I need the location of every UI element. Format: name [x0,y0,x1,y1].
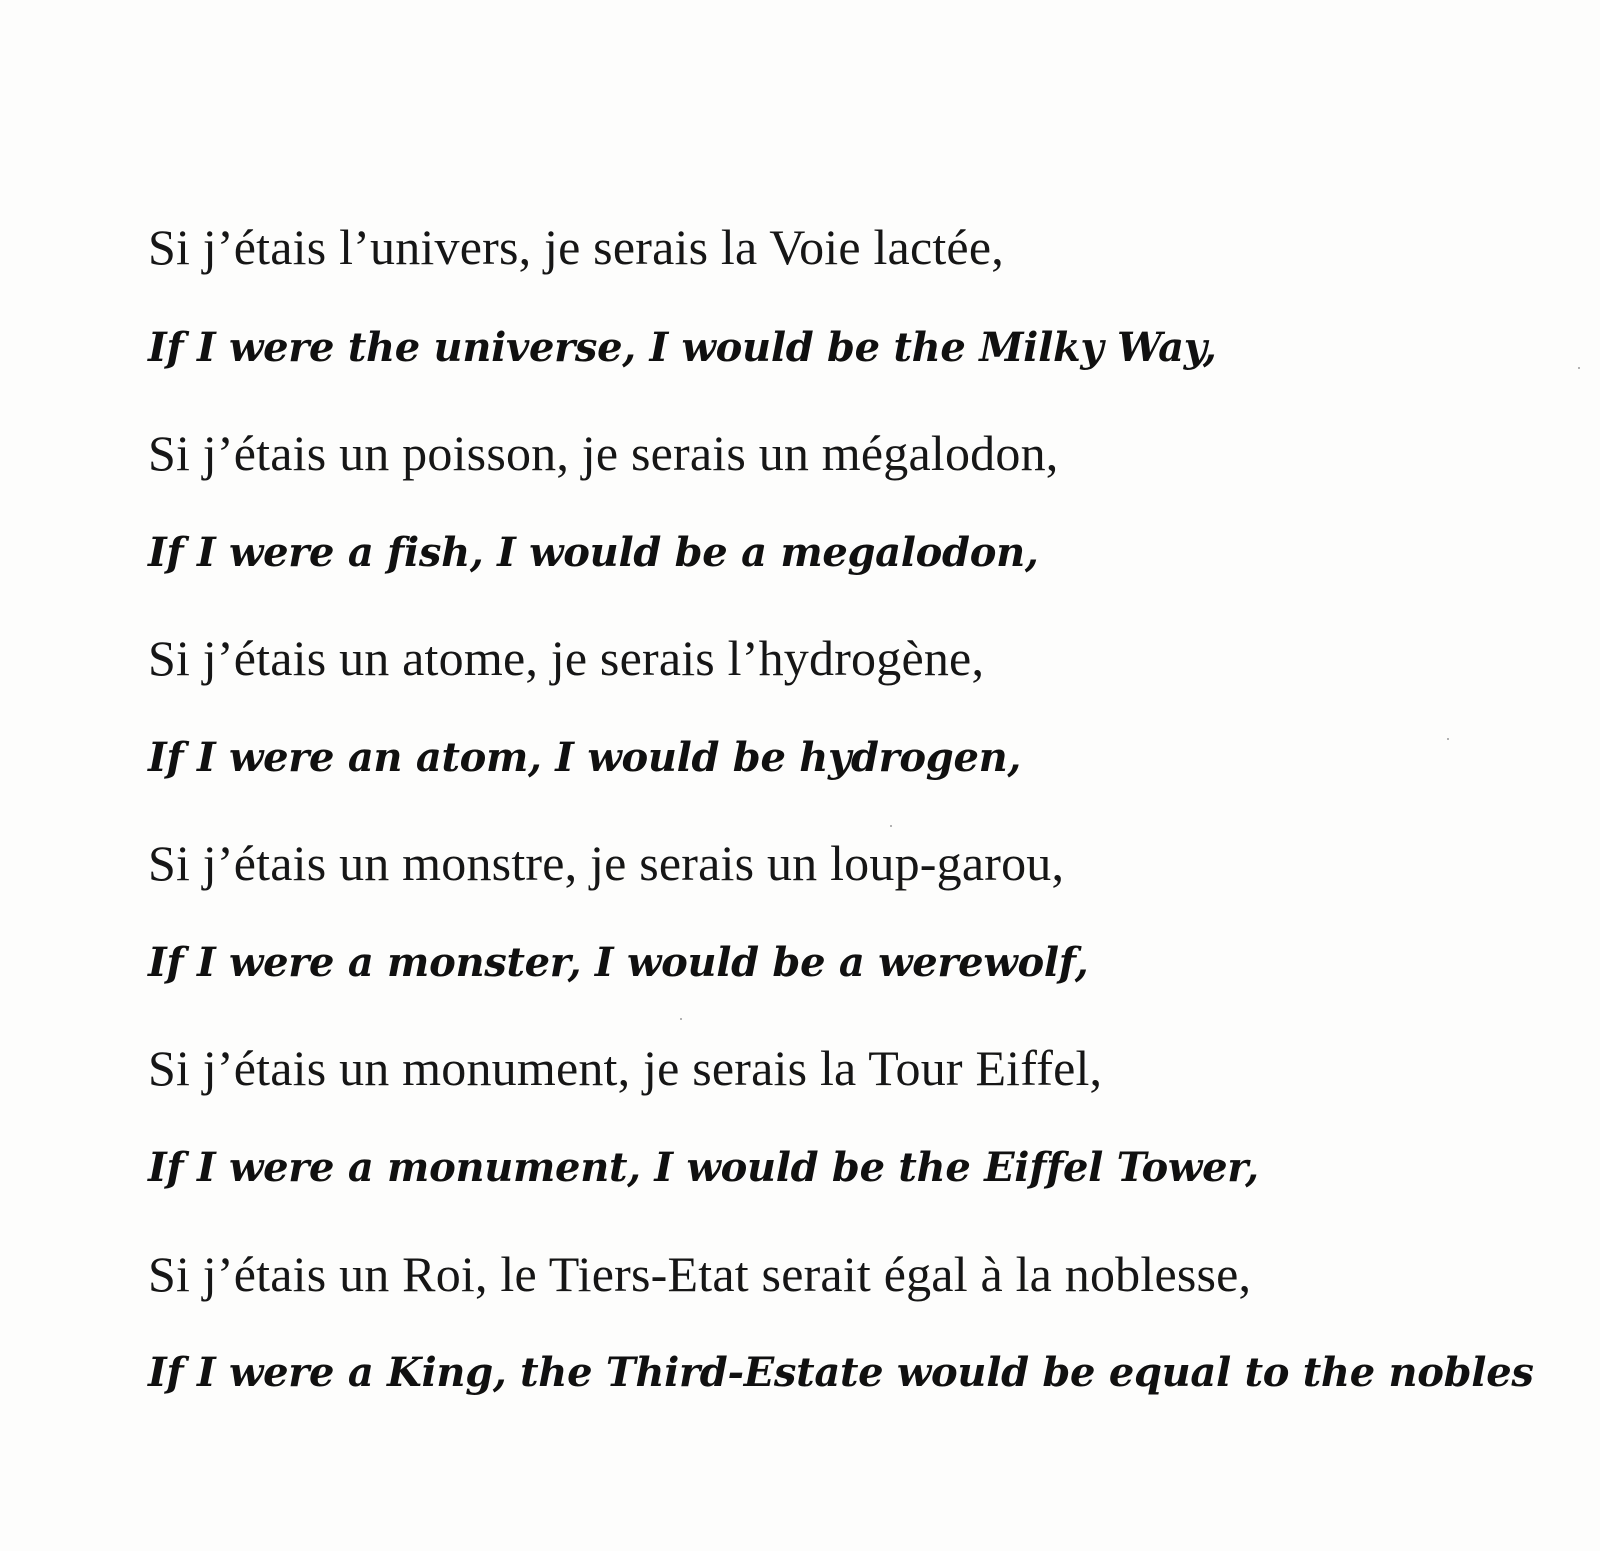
english-line-monument: If I were a monument, I would be the Eiffel Tower, [148,1144,1259,1191]
french-line-monument: Si j’étais un monument, je serais la Tour Eiffel, [148,1040,1103,1096]
english-line-fish: If I were a fish, I would be a megalodon, [148,529,1039,576]
english-line-universe: If I were the universe, I would be the Milky Way, [148,324,1217,371]
french-line-fish: Si j’étais un poisson, je serais un mégalodon, [148,425,1059,481]
french-line-universe: Si j’étais l’univers, je serais la Voie lactée, [148,219,1004,275]
english-line-king: If I were a King, the Third-Estate would be equal to the nobles [148,1349,1534,1396]
french-line-atom: Si j’étais un atome, je serais l’hydrogène, [148,630,985,686]
scan-speck [1447,738,1449,740]
scan-speck [890,825,892,827]
scan-speck [680,1018,682,1020]
french-line-king: Si j’étais un Roi, le Tiers-Etat serait égal à la noblesse, [148,1246,1252,1302]
french-line-monster: Si j’étais un monstre, je serais un loup-garou, [148,835,1065,891]
scan-speck [1578,367,1580,369]
english-line-atom: If I were an atom, I would be hydrogen, [148,734,1022,781]
english-line-monster: If I were a monster, I would be a werewolf, [148,939,1089,986]
